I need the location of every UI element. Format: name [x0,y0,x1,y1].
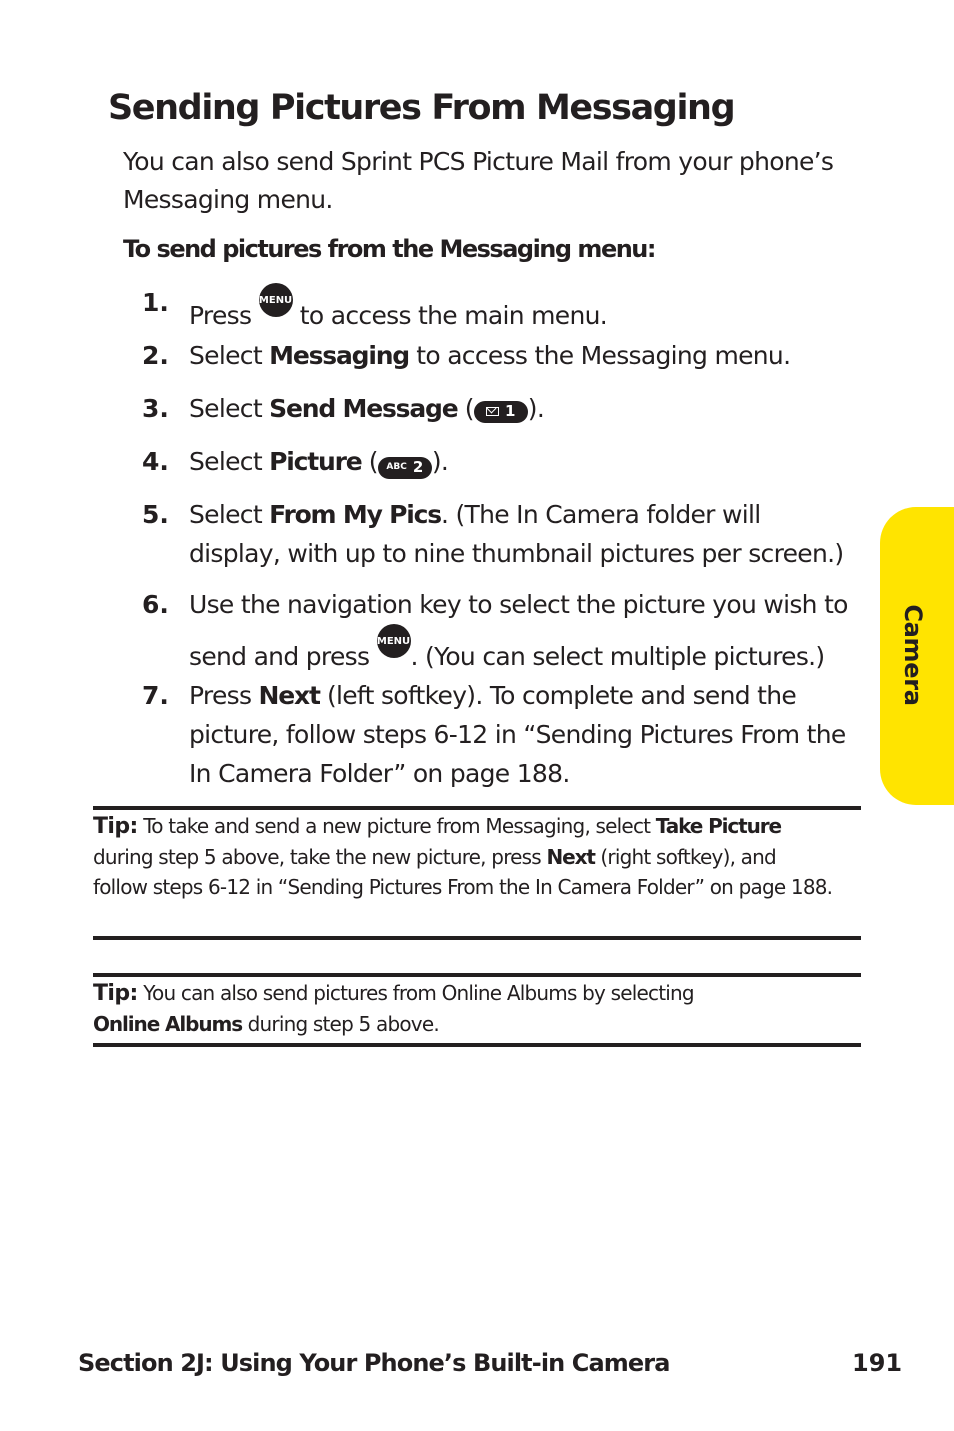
step-text: Press Next (left softkey). To complete and send the picture, follow steps 6-12 in “Sending Pictures From the In Camera Folder” on page 188. [189,681,846,788]
step-text: Select From My Pics. (The In Camera folder will display, with up to nine thumbnail pictures per screen.) [189,500,844,568]
step-number: 4. [142,447,169,476]
footer-section-title: Section 2J: Using Your Phone’s Built-in Camera [78,1349,670,1377]
tip-divider [93,1043,861,1047]
step-number: 7. [142,681,169,710]
tip-box: Tip: To take and send a new picture from Messaging, select Take Picture during step 5 above, take the new picture, press Next (right softkey), and follow steps 6-12 in “Sending Pictures From the In Camera Folder” on page 188. [93,814,833,899]
tip-box: Tip: You can also send pictures from Online Albums by selecting Online Albums during step 5 above. [93,981,694,1036]
step-number: 3. [142,394,169,423]
step-text: Use the navigation key to select the picture you wish to send and press MENU OK . (You can select multiple pictures.) [189,590,848,675]
intro-paragraph: You can also send Sprint PCS Picture Mail from your phone’s Messaging menu. [123,147,834,214]
menu-option-name: Send Message [269,394,458,423]
tip-label: Tip: [93,814,138,839]
menu-option-name: Next [258,681,320,710]
tip-label: Tip: [93,981,138,1006]
menu-ok-key-icon: MENU OK [259,283,293,317]
step-text: Press MENU OK to access the main menu. [189,283,854,335]
menu-option-name: Messaging [269,341,409,370]
step-text: Select Messaging to access the Messaging menu. [189,341,791,370]
step-text: Select Send Message ( 1 ). [189,394,545,423]
section-side-tab-label: Camera [899,604,927,706]
step-text: Select Picture ( ABC 2 ). [189,442,854,481]
page-title: Sending Pictures From Messaging [108,88,735,128]
step-number: 2. [142,341,169,370]
menu-option-name: From My Pics [269,500,441,529]
envelope-1-key-icon: 1 [474,401,528,423]
tip-divider [93,973,861,977]
envelope-icon [486,407,499,416]
procedure-heading: To send pictures from the Messaging menu: [123,235,655,263]
page-number: 191 [852,1349,903,1377]
step-number: 6. [142,590,169,619]
step-number: 5. [142,500,169,529]
abc-2-key-icon: ABC 2 [378,457,432,479]
menu-option-name: Picture [269,447,362,476]
tip-divider [93,806,861,810]
tip-divider [93,936,861,940]
step-number: 1. [142,288,169,317]
menu-ok-key-icon: MENU OK [377,624,411,658]
